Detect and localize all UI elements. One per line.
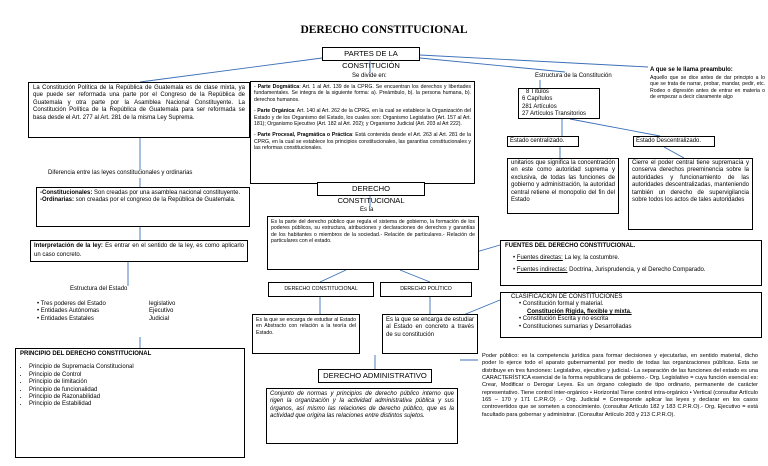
interpretacion-box	[30, 240, 248, 262]
parte-organica: - Parte Orgánica: Art. 140 al Art. 262 de la CPRG, en la cual se establece la Organización del Estado y de los Organismo del Estado, los cuales son: Organismo Legislativo (Art. 157 al Art. 181); Organismo Ejecutivo (Art. 182 al Art. 202); y Organismo Judicial (Art. 203 al Art 222).	[254, 108, 472, 128]
descentralizado-text: Cierre el poder central tiene supremacía y conserva derechos preeminencia sobre la autoridades y funcionamiento de las autoridades descentralizadas, manteniendo también un derecho de supervigilancia sobre todos los actos de tales autoridades	[632, 160, 749, 204]
constitucionales-line: -Constitucionales: Son creadas por una asamblea nacional constituyente.	[40, 190, 241, 196]
dc-text: Es la parte del derecho público que regula el sistema de gobierno, la formación de los poderes públicos, su estructura, atribuciones y declaraciones de derechos y garantías de los habitantes o miembros de la sociedad.- Relación de particulares.- Relación de particulares con el estado.	[271, 219, 475, 245]
estado-row: • Tres poderes del Estado legislativo	[37, 301, 176, 307]
clasificacion-item: • Constitución formal y material.	[519, 301, 604, 308]
estado-row: • Entidades Estatales Judicial	[37, 315, 170, 322]
clasificacion-item: • Constituciones sumarias y Desarrolladas	[519, 323, 632, 330]
principio-item: • Principio de limitación	[29, 379, 240, 386]
dc2-text: Es la que se encarga de estudiar al Estado en Abstracto con relación a la teoría del Estado.	[256, 317, 356, 336]
preambulo-text: Aquello que se dice antes de dar principio a lo que se trata de narrar, probar, mandar, pedir, etc. Rodeo o digresión antes de entrar en materia o de empezar a decir claramente algo	[650, 75, 765, 101]
estado-row: • Entidades Autónomas Ejecutivo	[37, 308, 174, 315]
fuente-item: • Fuentes directas: La ley, la costumbre.	[513, 255, 620, 262]
estado-centralizado-box	[507, 136, 579, 147]
definition-box	[28, 82, 250, 138]
principios-box	[15, 348, 245, 458]
principio-item: • Principio de Razonabilidad	[29, 394, 240, 401]
es-label: Es la	[360, 207, 374, 213]
da-header-box	[318, 369, 432, 383]
dc-header-box	[317, 182, 425, 205]
estructura-item: 281 Artículos	[522, 103, 557, 110]
preambulo-label: A que se le llama preambulo:	[650, 67, 733, 73]
da-header: DERECHO ADMINISTRATIVO	[323, 371, 427, 380]
fuentes-box	[500, 240, 762, 286]
partes-header: PARTES DE LA CONSTITUCIÓN	[342, 49, 400, 70]
estructura-item: 8 Títulos	[526, 89, 549, 95]
dp-header-box	[380, 282, 472, 297]
principio-item: • Principio de Supremacía Constitucional	[29, 364, 240, 371]
principio-item: • Principio de Control	[29, 372, 240, 379]
definition-text: La Constitución Política de la República de Guatemala es de clase mixta, ya que puede ser reformada una parte por el Congreso de la República de Guatemala y otra parte por la Asamblea Nacional Constituyente. La Constitución Política de la República de Guatemala para ser reformada se basa desde el Art. 277 al Art. 281 de la misma Ley Suprema.	[33, 85, 245, 121]
fuentes-header: FUENTES DEL DERECHO CONSTITUCIONAL.	[505, 243, 636, 249]
principios-header: PRINCIPIO DEL DERECHO CONSTITUCIONAL	[20, 351, 152, 357]
fuente-item: • Fuentes indirectas: Doctrina, Jurisprudencia, y el Derecho Comparado.	[513, 266, 706, 273]
estructura-estado-label: Estructura del Estado	[70, 286, 128, 292]
estado-descentralizado-box	[633, 136, 715, 147]
estructura-item: 27 Artículos Transitorios	[522, 111, 587, 118]
ordinarias-line: -Ordinarias: son creadas por el congreso de la República de Guatemala.	[40, 197, 236, 204]
interpretacion-label: Interpretación de la ley:	[34, 243, 103, 249]
diferencia-label: Diferencia entre las leyes constitucionales y ordinarias	[48, 170, 193, 176]
da-text: Conjunto de normas y principios de derecho público interno que rigen la organización y la actividad administrativa pública y sus órganos, así mismo las relaciones de derecho público, que es la actividad que origina las relaciones entre distintos sujetos.	[270, 391, 454, 420]
interpretacion-text: Es entrar en el sentido de la ley, es como aplicarlo un caso concreto.	[34, 243, 245, 258]
da-box	[266, 388, 458, 444]
divide-label: Se divide en:	[352, 73, 387, 79]
diferencia-box	[36, 187, 250, 227]
dp-box	[382, 314, 478, 354]
descentralizado-box	[628, 158, 753, 230]
estructura-box	[518, 88, 600, 119]
estructura-label: Estructura de la Constitución	[535, 73, 612, 79]
partes-header-box	[322, 47, 420, 70]
clasificacion-item: • Constitución Escrita y no escrita	[519, 316, 609, 323]
centralizado-text: unitarios que significa la concentración en este como autoridad suprema y exclusiva, de todas las funciones de gobierno y administración, la autoridad central retiene el monopolio del fin del Estado	[511, 160, 615, 204]
dc2-header: DERECHO CONSTITUCIONAL	[284, 286, 358, 292]
principio-item: • Principio de Estabilidad	[29, 401, 240, 408]
poder-box	[478, 350, 762, 460]
clasificacion-header: CLASIFICACION DE CONSTITUCIONES	[511, 294, 623, 300]
estructura-estado-box	[30, 297, 244, 337]
estado-centralizado: Estado centralizado.	[510, 138, 565, 144]
page-title: DERECHO CONSTITUCIONAL	[300, 24, 468, 36]
estructura-item: 6 Capítulos	[522, 96, 553, 103]
principio-item: • Principio de funcionalidad	[29, 387, 240, 394]
centralizado-box	[507, 158, 619, 214]
partes-box	[250, 81, 475, 184]
dc2-header-box	[268, 282, 374, 297]
dp-header: DERECHO POLÍTICO	[400, 286, 452, 292]
dc-header: DERECHO CONSTITUCIONAL	[337, 184, 405, 205]
clasificacion-box	[500, 292, 762, 338]
dp-text: Es la que se encarga de estudiar al Estado en concreto a través de su constitución	[386, 317, 474, 338]
dc-box	[267, 216, 479, 270]
clasificacion-item: Constitución Rígida, flexible y mixta.	[527, 308, 632, 315]
poder-text: Poder público: es la competencia jurídica para formar decisiones y ejecutarlas, en sentido material, dicho poder lo ejerce todo el aparato gubernamental por medio de todas las organizaciones públicas. Esta se distribuye en tres funciones: Legislativo, ejecutivo y judicial.- La separación de las funciones del estado es una CARACTERÍSTICA esencial de la forma republicana de gobierno.- Org. Legislativo = cuya función esencial es: Crear, Modificar o Derogar Leyes. Es un órgano colegiado de tipo ordinario, permanente de carácter representativo. Tiene control inter-orgánico • Horizontal Tiene control intra-orgánico • Vertical (consultar Artículo 165 – 170 y 171 C.P.R.O) .- Org. Judicial = Corresponde aplicar las leyes y declarar en los casos controvertidos que se someten a conocimiento. (consultar Artículo 182 y 183 C.P.R.O).- Org. Ejecutivo = está facultado para gobernar y administrar. (Consultar Artículo 203 y 213 C.P.R.O).	[482, 353, 758, 418]
parte-dogmatica: - Parte Dogmática: Art. 1 al Art. 139 de la CPRG. Se encuentran los derechos y libertades fundamentales. Se integra de la siguiente forma: a). Preámbulo, b). la persona humana, b). derechos humanos.	[254, 84, 471, 103]
parte-procesal: - Parte Procesal, Pragmática o Práctica: Está contenida desde el Art. 263 al Art. 281 de la CPRG, en la cual se establece los principios constitucionales, las garantías constitucionales y las reformas constitucionales.	[254, 132, 472, 152]
dc2-box	[252, 314, 360, 354]
estado-descentralizado: Estado Descentralizado.	[636, 138, 702, 144]
